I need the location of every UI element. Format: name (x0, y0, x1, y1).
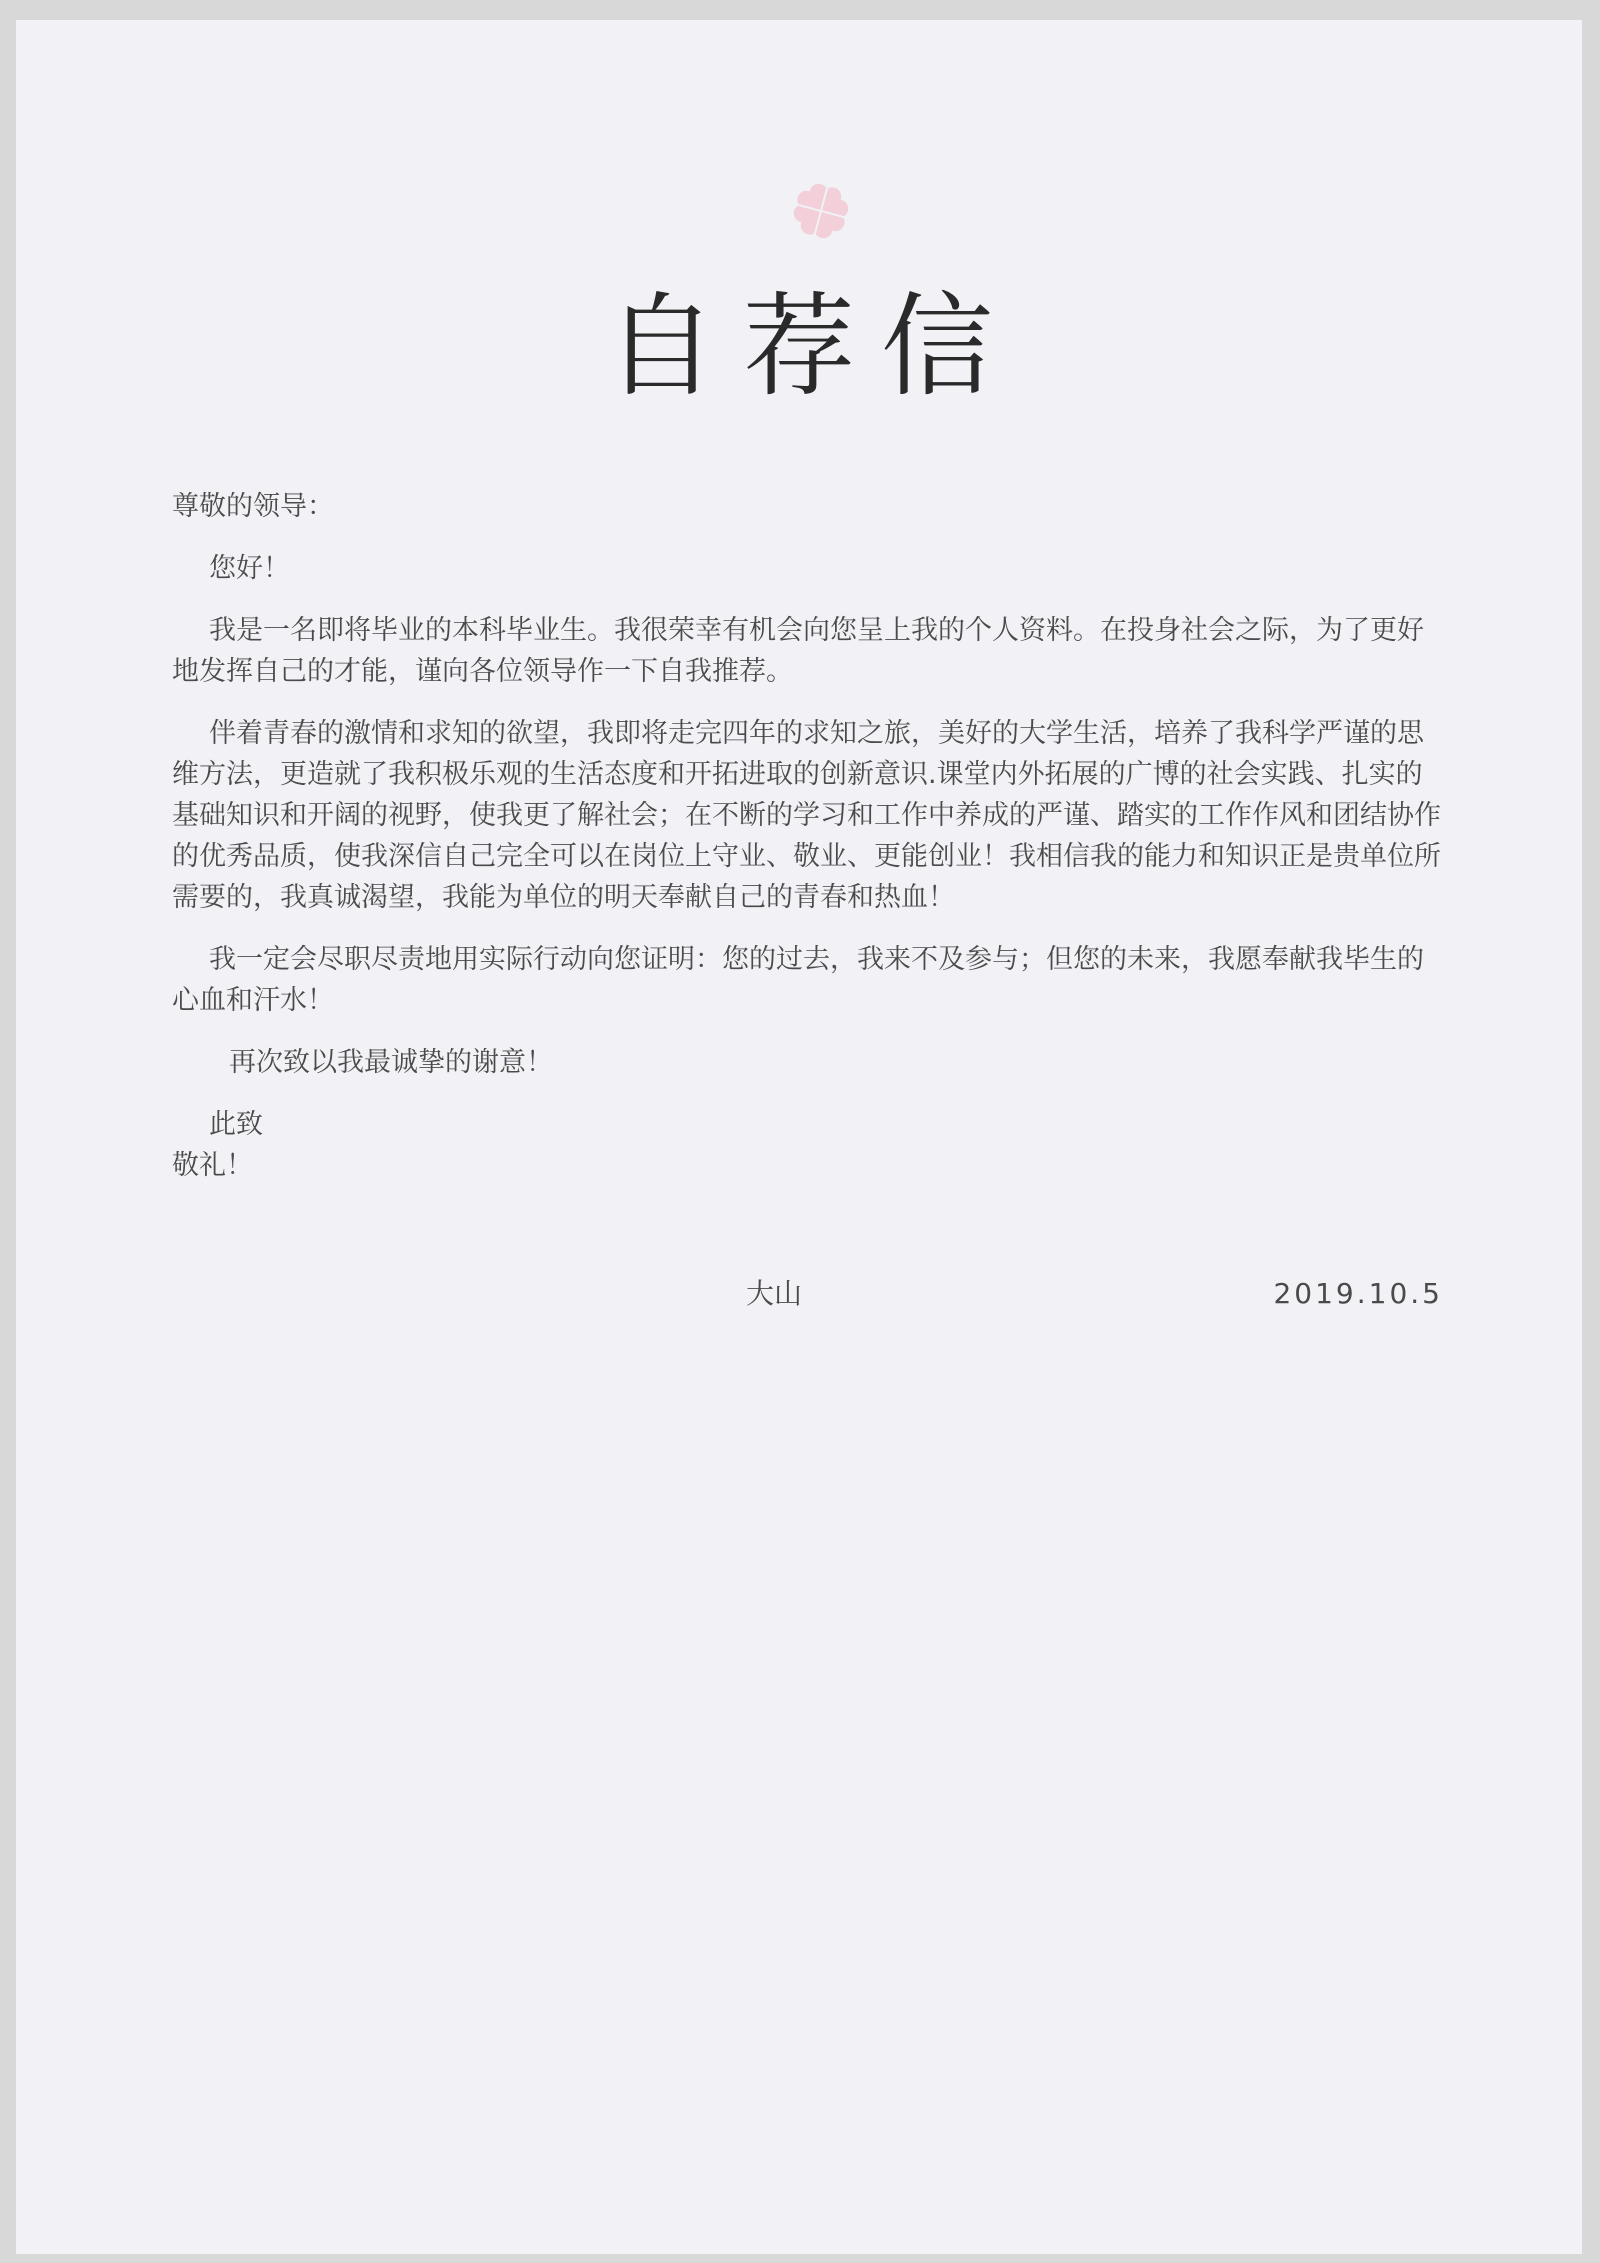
letter-title: 自荐信 (605, 282, 1019, 412)
closing-line-1: 此致 (209, 1109, 263, 1140)
signature-date: 2019.10.5 (1273, 1277, 1443, 1310)
letter-page (16, 20, 1582, 2254)
paragraph-intro: 我是一名即将毕业的本科毕业生。我很荣幸有机会向您呈上我的个人资料。在投身社会之际，为了更好地发挥自己的才能，谨向各位领导作一下自我推荐。 (172, 615, 1424, 687)
closing-line-2: 敬礼！ (172, 1150, 253, 1181)
thanks-line: 再次致以我最诚挚的谢意！ (229, 1047, 553, 1078)
greeting: 您好！ (209, 553, 290, 584)
paragraph-commitment: 我一定会尽职尽责地用实际行动向您证明：您的过去，我来不及参与；但您的未来，我愿奉献我毕生的心血和汗水！ (172, 944, 1424, 1016)
signature-block (16, 1272, 1443, 1316)
flower-icon-graphic (786, 176, 856, 246)
salutation: 尊敬的领导： (172, 491, 334, 522)
letter-body (172, 486, 1442, 1186)
paragraph-experience: 伴着青春的激情和求知的欲望，我即将走完四年的求知之旅，美好的大学生活，培养了我科学严谨的思维方法，更造就了我积极乐观的生活态度和开拓进取的创新意识.课堂内外拓展的广博的社会实践、扎实的基础知识和开阔的视野，使我更了解社会；在不断的学习和工作中养成的严谨、踏实的工作作风和团结协作的优秀品质，使我深信自己完全可以在岗位上守业、敬业、更能创业！我相信我的能力和知识正是贵单位所需要的，我真诚渴望，我能为单位的明天奉献自己的青春和热血！ (172, 718, 1441, 913)
signature-name: 大山 (746, 1277, 803, 1310)
flower-icon (786, 176, 856, 246)
